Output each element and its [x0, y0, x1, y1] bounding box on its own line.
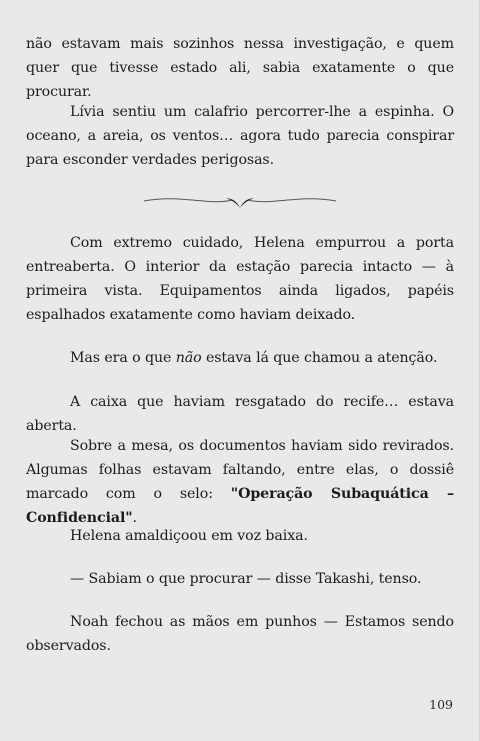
text-run: Sobre a mesa, os documentos haviam sido revirados. Algumas folhas estavam faltando, entre elas, o dossiê marcado com o selo:: [26, 438, 454, 502]
paragraph-takashi: — Sabiam o que procurar — disse Takashi, tenso.: [70, 571, 422, 587]
paragraph-box-open: A caixa que haviam resgatado do recife… estava aberta.: [26, 394, 454, 434]
scroll-divider-icon: [140, 190, 340, 212]
text-run: .: [132, 510, 137, 526]
paragraph-noah: Noah fechou as mãos em punhos — Estamos sendo observados.: [26, 614, 454, 654]
paragraph-continuation: não estavam mais sozinhos nessa investigação, e quem quer que tivesse estado ali, sabia exatamente o que procurar.: [26, 36, 454, 100]
paragraph-helena-door: Com extremo cuidado, Helena empurrou a porta entreaberta. O interior da estação parecia intacto — à primeira vista. Equipamentos ainda ligados, papéis espalhados exatamente como haviam deixado.: [26, 235, 454, 323]
paragraph-documents: [26, 434, 454, 530]
text-run: estava lá que chamou a atenção.: [201, 350, 438, 366]
page-number: 109: [429, 697, 453, 712]
text-run: Mas era o que: [70, 350, 176, 366]
emphasis-text: não: [175, 350, 202, 366]
paragraph-attention: [26, 346, 454, 370]
paragraph-livia: Lívia sentiu um calafrio percorrer-lhe a espinha. O oceano, a areia, os ventos… agora tudo parecia conspirar para esconder verdades perigosas.: [26, 104, 454, 168]
dossier-title: "Operação Subaquática – Confidencial": [26, 486, 454, 526]
paragraph-helena-curse: Helena amaldiçoou em voz baixa.: [70, 528, 308, 544]
